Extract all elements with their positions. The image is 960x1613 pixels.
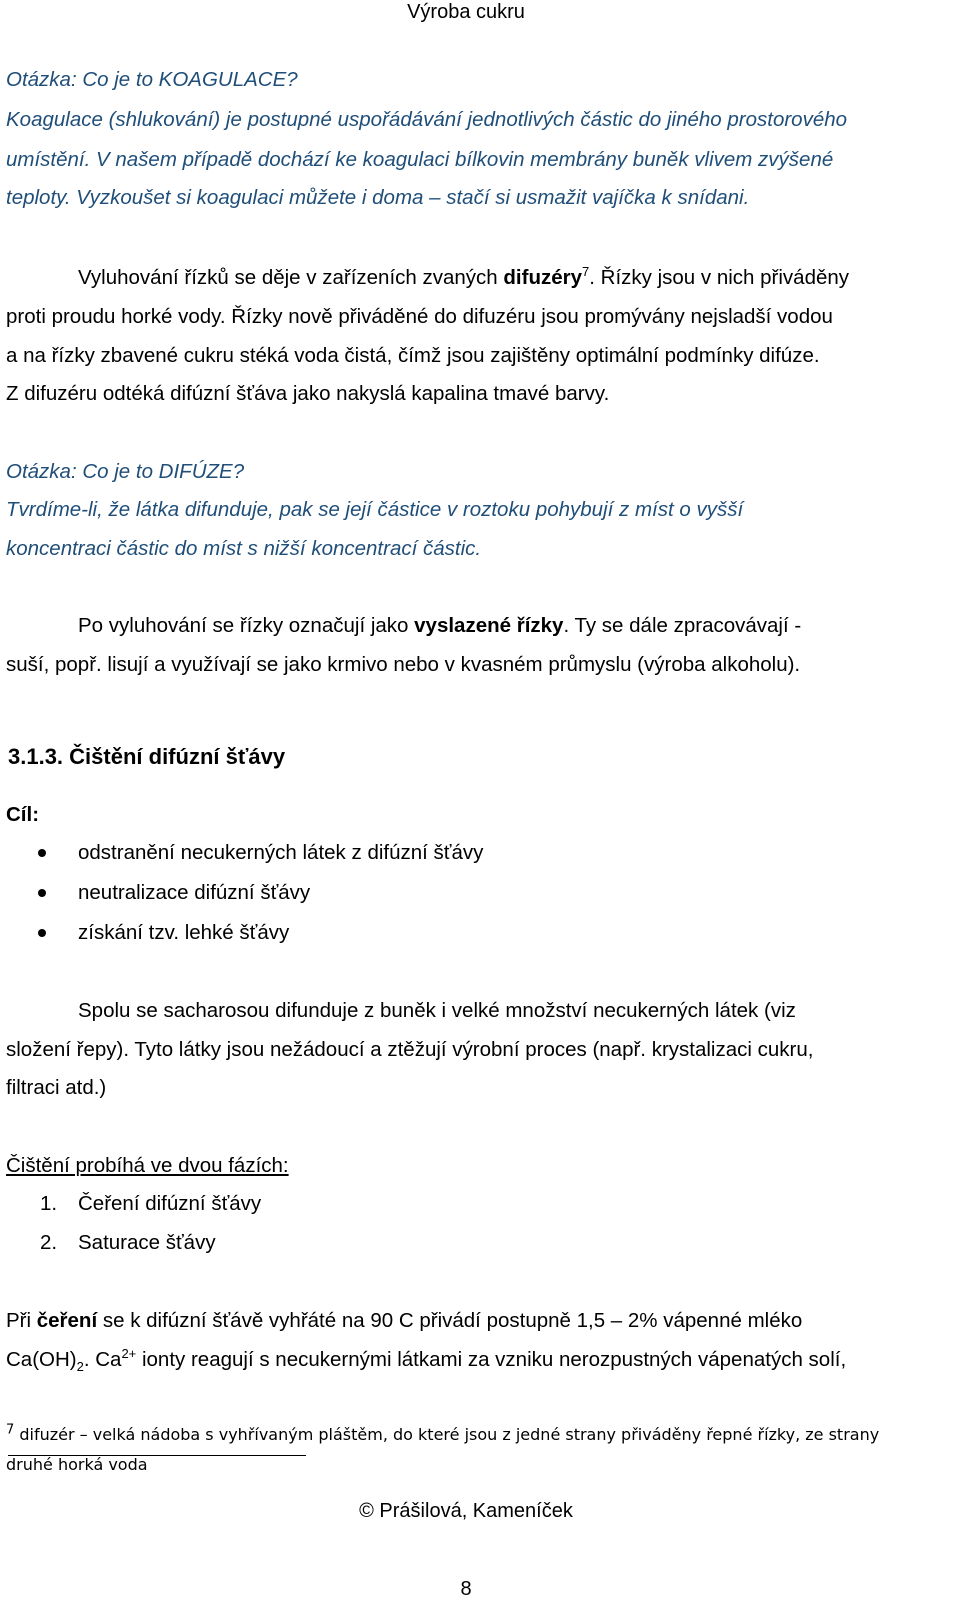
cil-label: Cíl:: [6, 803, 40, 826]
footnote-line-2: druhé horká voda: [6, 1455, 148, 1474]
difuze-line-1: Tvrdíme-li, že látka difunduje, pak se její částice v roztoku pohybují z míst o vyšší: [6, 498, 744, 521]
cereni-line-2: $Ca(OH)_2$. $Ca^{2+}$ ionty reagují s necukernými látkami za vzniku nerozpustných vápenatých solí,: [6, 1346, 847, 1375]
section-title: Čištění difúzní šťávy: [69, 744, 286, 769]
bullet-icon: [38, 929, 46, 937]
footnote-number: 7: [6, 1422, 15, 1438]
cereni-line-1: Při čeření se k difúzní šťávě vyhřáté na 90 C přivádí postupně 1,5 – 2% vápenné mléko: [6, 1309, 803, 1332]
footer-copyright: © Prášilová, Kameníček: [359, 1500, 573, 1522]
spolu-line-2: složení řepy). Tyto látky jsou nežádoucí a ztěžují výrobní proces (např. krystalizaci cukru,: [6, 1038, 814, 1061]
vyluhovani-line-3: a na řízky zbavené cukru stéká voda čistá, čímž jsou zajištěny optimální podmínky difúze.: [6, 344, 820, 367]
cil-item-2: neutralizace difúzní šťávy: [78, 881, 311, 904]
vyluhovani-line-2: proti proudu horké vody. Řízky nově přiváděné do difuzéru jsou promývány nejsladší vodou: [6, 305, 833, 328]
koagulace-line-3: teploty. Vyzkoušet si koagulaci můžete i doma – stačí si usmažit vajíčka k snídani.: [6, 186, 750, 209]
section-number: 3.1.3.: [8, 744, 64, 769]
vyslazene-line-1: Po vyluhování se řízky označují jako vyslazené řízky. Ty se dále zpracovávají -: [78, 614, 802, 637]
cil-item-1: odstranění necukerných látek z difúzní šťávy: [78, 841, 484, 864]
difuze-line-2: koncentraci částic do míst s nižší koncentrací částic.: [6, 537, 482, 560]
koagulace-line-1: Koagulace (shlukování) je postupné uspořádávání jednotlivých částic do jiného prostorového: [6, 108, 848, 131]
koagulace-line-2: umístění. V našem případě dochází ke koagulaci bílkovin membrány buněk vlivem zvýšené: [6, 148, 834, 171]
phase-item-2: Saturace šťávy: [78, 1231, 216, 1254]
phase-item-1: Čeření difúzní šťávy: [78, 1192, 262, 1215]
spolu-line-3: filtraci atd.): [6, 1076, 107, 1099]
bullet-icon: [38, 889, 46, 897]
phase-number-2: 2.: [40, 1231, 58, 1254]
page-number: 8: [460, 1578, 472, 1600]
bullet-icon: [38, 849, 46, 857]
vyslazene-term: vyslazené řízky: [414, 614, 564, 637]
footnote-ref: 7: [582, 264, 590, 280]
section-heading: [8, 744, 285, 770]
footnote-line-1: $^7$ difuzér – velká nádoba s vyhřívaným pláštěm, do které jsou z jedné strany přiváděny řepné řízky, ze strany: [6, 1422, 880, 1444]
running-header: Výroba cukru: [407, 1, 525, 23]
difuzery-term: difuzéry: [503, 266, 583, 289]
phase-number-1: 1.: [40, 1192, 58, 1215]
cil-item-3: získání tzv. lehké šťávy: [78, 921, 290, 944]
phases-title: Čištění probíhá ve dvou fázích:: [6, 1154, 289, 1177]
cereni-term: čeření: [36, 1309, 98, 1332]
vyslazene-line-2: suší, popř. lisují a využívají se jako krmivo nebo v kvasném průmyslu (výroba alkoholu).: [6, 653, 801, 676]
spolu-line-1: Spolu se sacharosou difunduje z buněk i velké množství necukerných látek (viz: [78, 999, 796, 1022]
difuze-question: Otázka: Co je to DIFÚZE?: [6, 460, 245, 483]
vyluhovani-line-4: Z difuzéru odtéká difúzní šťáva jako nakyslá kapalina tmavé barvy.: [6, 382, 610, 405]
vyluhovani-line-1: Vyluhování řízků se děje v zařízeních zvaných difuzéry$^7$. Řízky jsou v nich přiváděny: [78, 264, 850, 289]
koagulace-question: Otázka: Co je to KOAGULACE?: [6, 68, 298, 91]
